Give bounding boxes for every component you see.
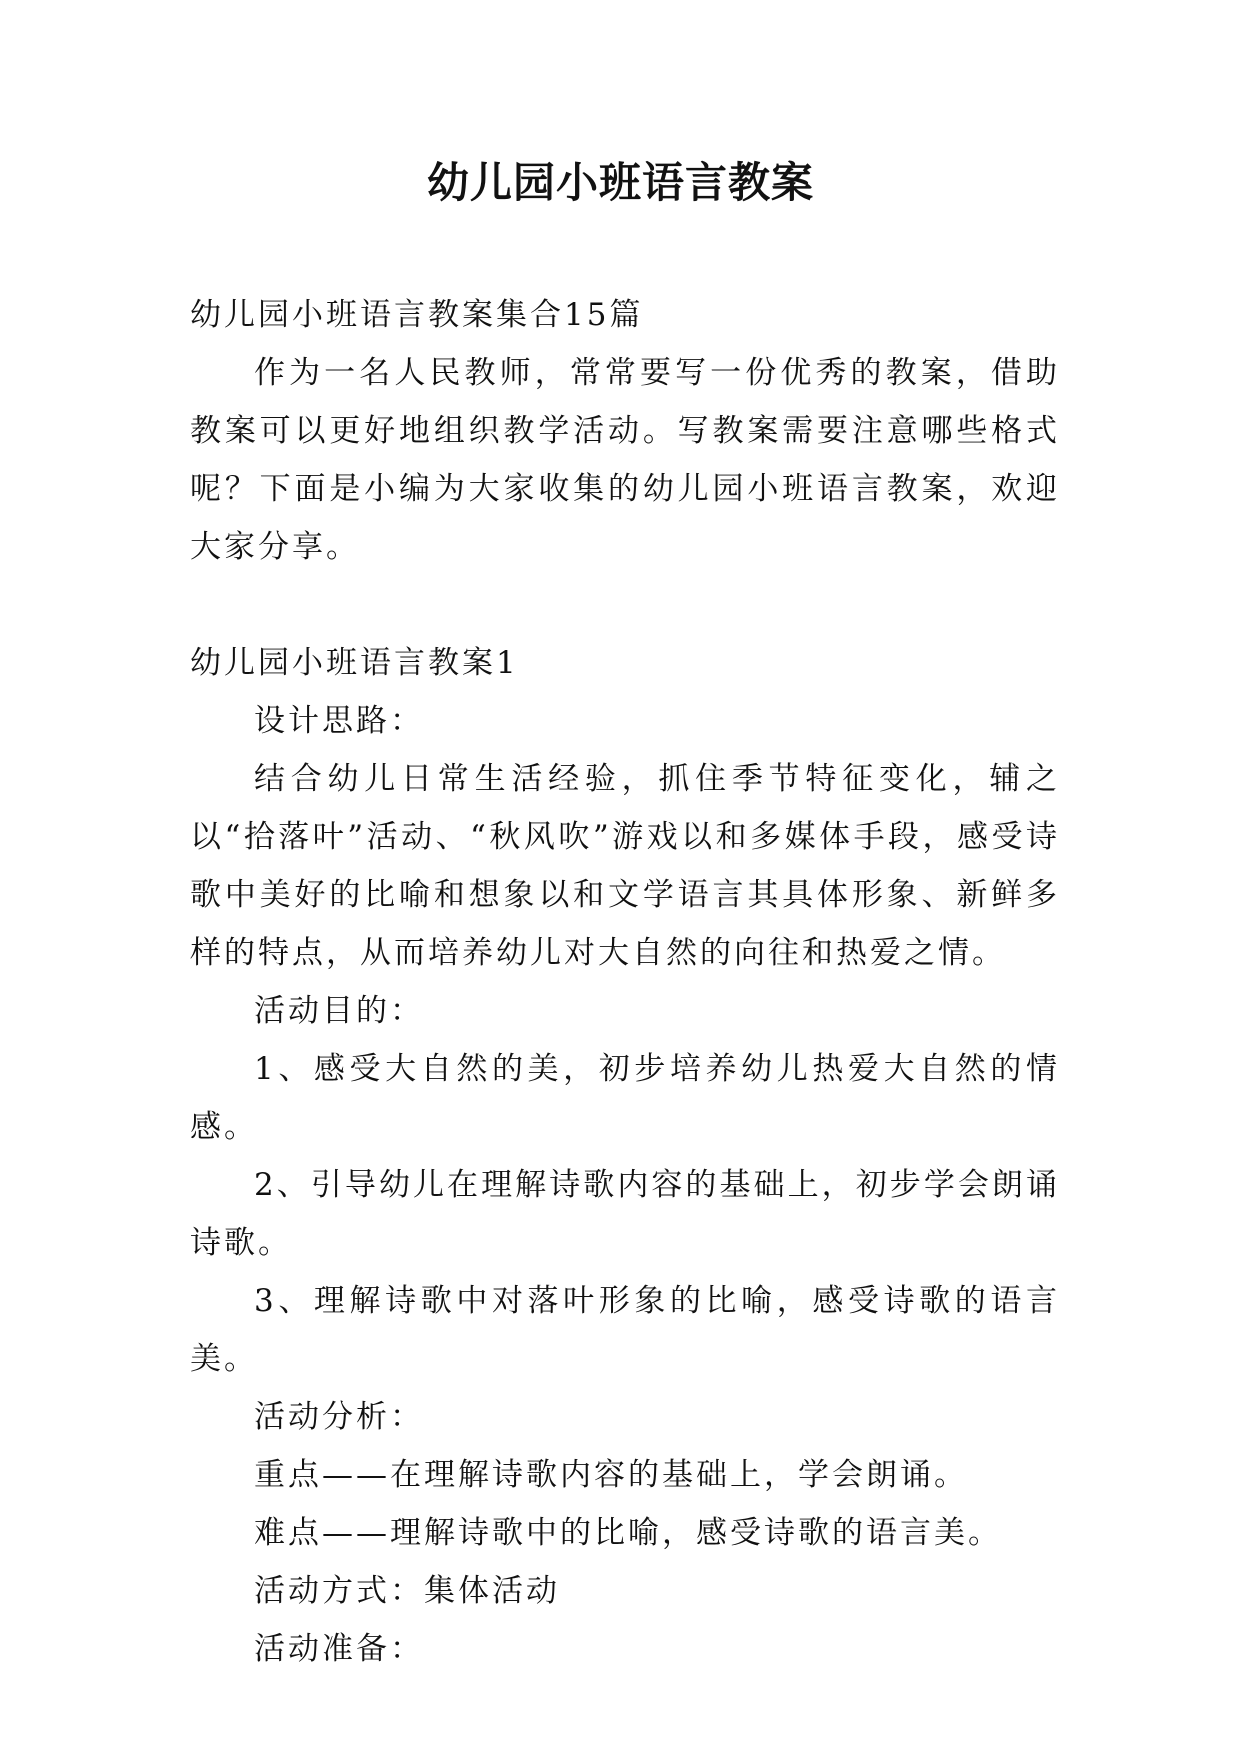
- objectives-label: 活动目的：: [254, 993, 424, 1029]
- preparation-label: 活动准备：: [254, 1631, 424, 1667]
- lesson-heading: 幼儿园小班语言教案1: [190, 645, 519, 681]
- document-title: 幼儿园小班语言教案: [426, 158, 814, 207]
- objective-item: 1、感受大自然的美，初步培养幼儿热爱大自然的情感。: [190, 1051, 1060, 1145]
- objective-item: 2、引导幼儿在理解诗歌内容的基础上，初步学会朗诵诗歌。: [190, 1167, 1060, 1261]
- collection-heading: 幼儿园小班语言教案集合15篇: [190, 297, 644, 333]
- difficult-point: 难点——理解诗歌中的比喻，感受诗歌的语言美。: [254, 1515, 1002, 1551]
- key-point: 重点——在理解诗歌内容的基础上，学会朗诵。: [254, 1457, 968, 1493]
- intro-paragraph: 作为一名人民教师，常常要写一份优秀的教案，借助教案可以更好地组织教学活动。写教案需要注意哪些格式呢？下面是小编为大家收集的幼儿园小班语言教案，欢迎大家分享。: [190, 355, 1060, 565]
- design-idea-label: 设计思路：: [254, 703, 424, 739]
- document-body: [190, 286, 1060, 1678]
- objective-item: 3、理解诗歌中对落叶形象的比喻，感受诗歌的语言美。: [190, 1283, 1060, 1377]
- design-idea-paragraph: 结合幼儿日常生活经验，抓住季节特征变化，辅之以“拾落叶”活动、“秋风吹”游戏以和多媒体手段，感受诗歌中美好的比喻和想象以和文学语言其具体形象、新鲜多样的特点，从而培养幼儿对大自然的向往和热爱之情。: [190, 761, 1060, 971]
- analysis-label: 活动分析：: [254, 1399, 424, 1435]
- paragraph-spacer: [190, 576, 1060, 634]
- activity-format: 活动方式：集体活动: [254, 1573, 560, 1609]
